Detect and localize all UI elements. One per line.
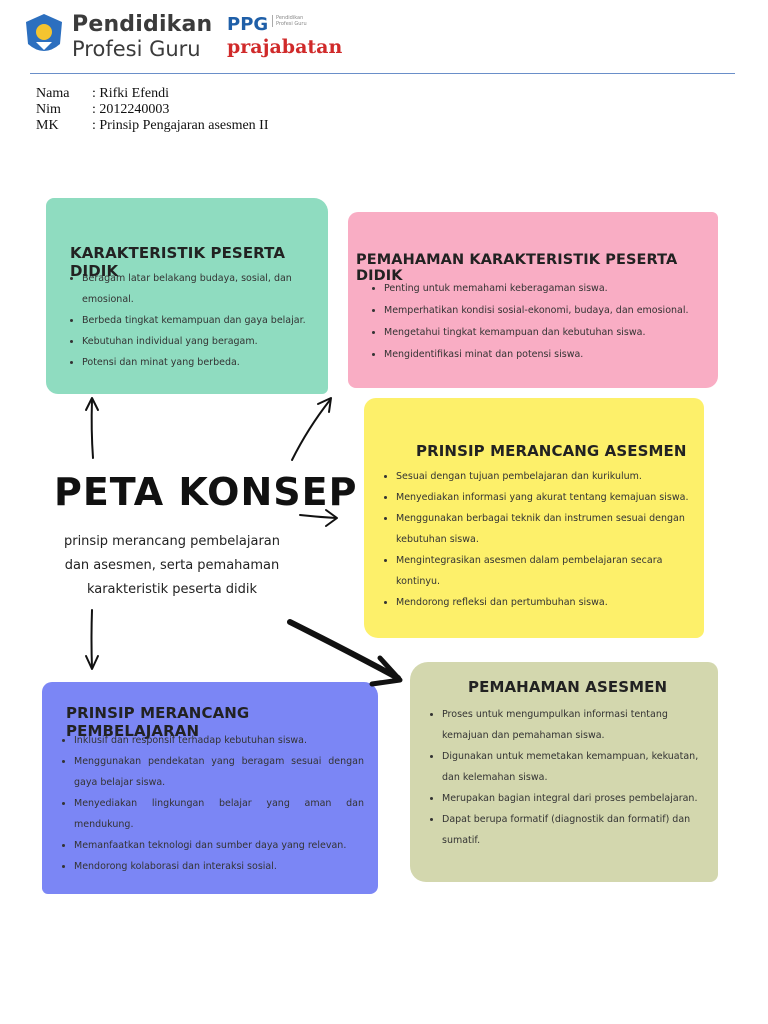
- identity-block: [36, 86, 269, 134]
- card-list: [52, 730, 364, 877]
- identity-key: Nim: [36, 102, 61, 117]
- list-item: • Merupakan bagian integral dari proses pembelajaran.: [442, 788, 708, 809]
- identity-key: Nama: [36, 86, 70, 101]
- concept-subtitle: prinsip merancang pembelajaran dan asesmen, serta pemahaman karakteristik peserta didik: [63, 534, 281, 597]
- card-pemahaman-asesmen: [410, 662, 718, 882]
- list-item: • Beragam latar belakang budaya, sosial, dan emosional.: [82, 268, 316, 310]
- list-item: • Berbeda tingkat kemampuan dan gaya belajar.: [82, 310, 316, 331]
- identity-key: MK: [36, 118, 59, 133]
- list-item: • Digunakan untuk memetakan kemampuan, kekuatan, dan kelemahan siswa.: [442, 746, 708, 788]
- list-item: • Potensi dan minat yang berbeda.: [82, 352, 316, 373]
- card-title: PEMAHAMAN ASESMEN: [468, 678, 668, 696]
- arrow-up-icon: [86, 398, 98, 458]
- card-list: [60, 268, 316, 373]
- card-list: [420, 704, 708, 851]
- card-list: [362, 278, 708, 366]
- list-item: • Inklusif dan responsif terhadap kebutuhan siswa.: [74, 730, 364, 751]
- card-title: PEMAHAMAN KARAKTERISTIK PESERTA DIDIK: [356, 252, 678, 284]
- card-pemahaman-karakteristik: [348, 212, 718, 388]
- list-item: • Penting untuk memahami keberagaman siswa.: [384, 278, 708, 300]
- card-prinsip-merancang-asesmen: [364, 398, 704, 638]
- list-item: • Menggunakan berbagai teknik dan instrumen sesuai dengan kebutuhan siswa.: [396, 508, 692, 550]
- tut-wuri-handayani-logo-icon: [22, 12, 66, 58]
- list-item: • Memanfaatkan teknologi dan sumber daya yang relevan.: [74, 835, 364, 856]
- ppg-program-label: prajabatan: [227, 36, 343, 58]
- list-item: • Kebutuhan individual yang beragam.: [82, 331, 316, 352]
- ppg-small-text: Pendidikan Profesi Guru: [272, 15, 310, 27]
- logo-line-1: Pendidikan: [72, 12, 213, 37]
- list-item: • Sesuai dengan tujuan pembelajaran dan kurikulum.: [396, 466, 692, 487]
- list-item: • Menyediakan lingkungan belajar yang aman dan mendukung.: [74, 793, 364, 835]
- card-prinsip-merancang-pembelajaran: [42, 682, 378, 894]
- card-karakteristik-peserta-didik: [46, 198, 328, 394]
- identity-value: : Prinsip Pengajaran asesmen II: [92, 118, 269, 133]
- card-list: [374, 466, 692, 613]
- header-divider: [30, 73, 735, 74]
- ppg-mark: PPG: [227, 14, 269, 35]
- page-header: [22, 8, 343, 64]
- list-item: • Proses untuk mengumpulkan informasi tentang kemajuan dan pemahaman siswa.: [442, 704, 708, 746]
- list-item: • Mengetahui tingkat kemampuan dan kebutuhan siswa.: [384, 322, 708, 344]
- identity-value: : 2012240003: [92, 102, 170, 117]
- list-item: • Dapat berupa formatif (diagnostik dan formatif) dan sumatif.: [442, 809, 708, 851]
- list-item: • Menggunakan pendekatan yang beragam sesuai dengan gaya belajar siswa.: [74, 751, 364, 793]
- identity-row-nim: [36, 102, 269, 118]
- list-item: • Mendorong kolaborasi dan interaksi sosial.: [74, 856, 364, 877]
- arrow-up-right-icon: [292, 398, 331, 460]
- list-item: • Mengintegrasikan asesmen dalam pembelajaran secara kontinyu.: [396, 550, 692, 592]
- list-item: • Menyediakan informasi yang akurat tentang kemajuan siswa.: [396, 487, 692, 508]
- card-title: KARAKTERISTIK PESERTA DIDIK: [70, 244, 286, 280]
- list-item: • Mengidentifikasi minat dan potensi siswa.: [384, 344, 708, 366]
- list-item: • Memperhatikan kondisi sosial-ekonomi, budaya, dan emosional.: [384, 300, 708, 322]
- arrow-down-icon: [86, 610, 98, 669]
- identity-row-mk: [36, 118, 269, 134]
- logo-line-2: Profesi Guru: [72, 37, 201, 61]
- card-title: PRINSIP MERANCANG PEMBELAJARAN: [66, 704, 250, 740]
- identity-value: : Rifki Efendi: [92, 86, 169, 101]
- concept-title: PETA KONSEP: [54, 470, 358, 514]
- identity-row-name: [36, 86, 269, 102]
- list-item: • Mendorong refleksi dan pertumbuhan siswa.: [396, 592, 692, 613]
- card-title: PRINSIP MERANCANG ASESMEN: [416, 442, 687, 460]
